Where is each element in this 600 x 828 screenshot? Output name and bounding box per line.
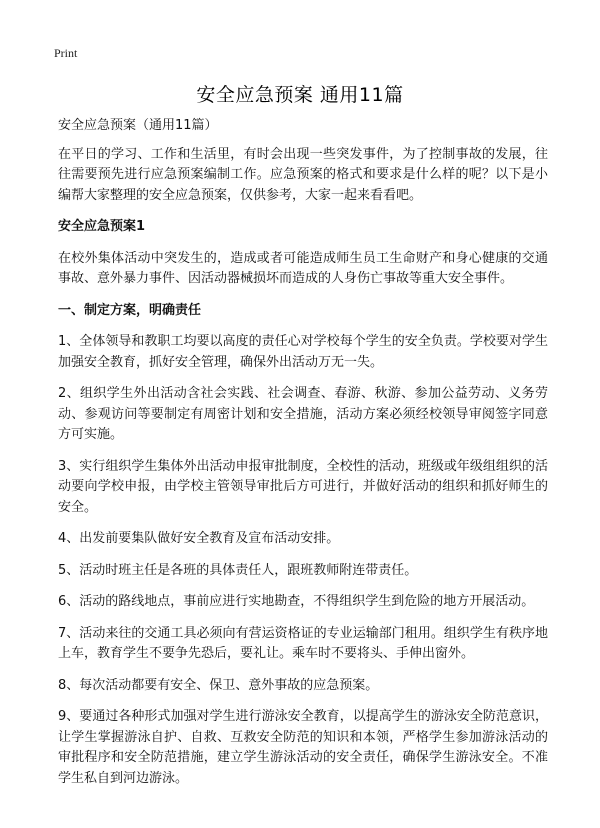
list-item: 2、组织学生外出活动含社会实践、社会调查、春游、秋游、参加公益劳动、义务劳动、参观访问等要制定有周密计划和安全措施，活动方案必须经校领导审阅签字同意方可实施。 — [58, 386, 548, 442]
list-item: 8、每次活动都要有安全、保卫、意外事故的应急预案。 — [58, 677, 379, 693]
section-intro-paragraph: 在校外集体活动中突发生的，造成或者可能造成师生员工生命财产和身心健康的交通事故、意外暴力事件、因活动器械损坏而造成的人身伤亡事故等重大安全事件。 — [58, 250, 548, 286]
list-item: 6、活动的路线地点，事前应进行实地勘查，不得组织学生到危险的地方开展活动。 — [58, 594, 535, 609]
document-subtitle: 安全应急预案（通用11篇） — [58, 118, 218, 133]
page-title: 安全应急预案 通用11篇 — [196, 84, 404, 106]
list-item: 7、活动来往的交通工具必须向有营运资格证的专业运输部门租用。组织学生有秩序地上车，教育学生不要争先恐后，要礼让。乘车时不要将头、手伸出窗外。 — [58, 625, 548, 661]
list-item: 5、活动时班主任是各班的具体责任人，跟班教师附连带责任。 — [58, 562, 418, 578]
section-heading: 安全应急预案1 — [58, 219, 146, 234]
print-link[interactable]: Print — [54, 46, 78, 60]
list-item: 3、实行组织学生集体外出活动申报审批制度，全校性的活动，班级或年级组组织的活动要向学校申报，由学校主管领导审批后方可进行，并做好活动的组织和抓好师生的安全。 — [58, 458, 548, 515]
intro-paragraph: 在平日的学习、工作和生活里，有时会出现一些突发事件，为了控制事故的发展，往往需要预先进行应急预案编制工作。应急预案的格式和要求是什么样的呢？以下是小编帮大家整理的安全应急预案，仅供参考，大家一起来看看吧。 — [58, 146, 548, 203]
part-heading: 一、制定方案，明确责任 — [58, 302, 202, 318]
list-item: 9、要通过各种形式加强对学生进行游泳安全教育，以提高学生的游泳安全防范意识，让学生掌握游泳自护、自救、互救安全防范的知识和本领，严格学生参加游泳活动的审批程序和安全防范措施，建立学生游泳活动的安全责任，确保学生游泳安全。不准学生私自到河边游泳。 — [58, 709, 548, 786]
list-item: 1、全体领导和教职工均要以高度的责任心对学校每个学生的安全负责。学校要对学生加强安全教育，抓好安全管理，确保外出活动万无一失。 — [58, 334, 548, 370]
list-item: 4、出发前要集队做好安全教育及宣布活动安排。 — [58, 531, 340, 546]
document-body — [58, 116, 548, 800]
